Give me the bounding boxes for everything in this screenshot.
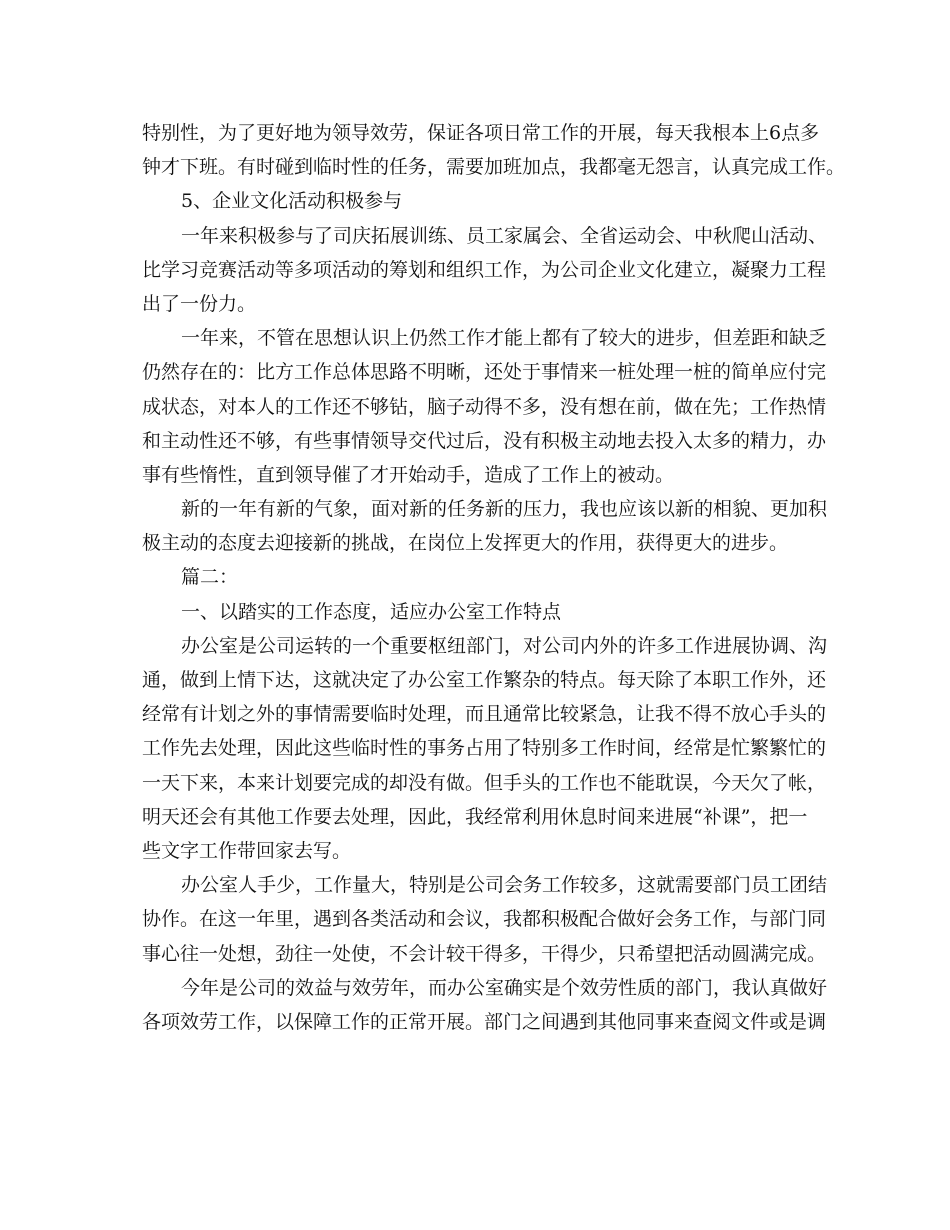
- text-line: 出了一份力。: [142, 292, 257, 315]
- text-line: 钟才下班。有时碰到临时性的任务，需要加班加点，我都毫无怨言，认真完成工作。: [142, 156, 846, 179]
- text-line: 今年是公司的效益与效劳年，而办公室确实是个效劳性质的部门，我认真做好: [181, 976, 828, 999]
- text-line: 工作先去处理，因此这些临时性的事务占用了特别多工作时间，经常是忙繁繁忙的: [142, 737, 827, 760]
- text-line: 事心往一处想，劲往一处使，不会计较干得多，干得少，只希望把活动圆满完成。: [142, 942, 827, 965]
- text-line: 通，做到上情下达，这就决定了办公室工作繁杂的特点。每天除了本职工作外，还: [142, 669, 827, 691]
- text-line: 和主动性还不够，有些事情领导交代过后，没有积极主动地去投入太多的精力，办: [142, 429, 827, 452]
- text-line: 极主动的态度去迎接新的挑战，在岗位上发挥更大的作用，获得更大的进步。: [142, 532, 789, 555]
- text-line: 新的一年有新的气象，面对新的任务新的压力，我也应该以新的相貌、更加积: [181, 498, 828, 521]
- text-line: 比学习竞赛活动等多项活动的筹划和组织工作，为公司企业文化建立，凝聚力工程: [142, 258, 827, 281]
- text-line: 经常有计划之外的事情需要临时处理，而且通常比较紧急，让我不得不放心手头的: [142, 703, 827, 726]
- text-line: 办公室人手少，工作量大，特别是公司会务工作较多，这就需要部门员工团结: [181, 874, 828, 897]
- text-line: 一天下来，本来计划要完成的却没有做。但手头的工作也不能耽误，今天欠了帐，: [142, 771, 827, 794]
- text-line: 些文字工作带回家去写。: [142, 839, 352, 862]
- text-line: 一年来，不管在思想认识上仍然工作才能上都有了较大的进步，但差距和缺乏: [181, 327, 828, 350]
- text-line: 明天还会有其他工作要去处理，因此，我经常利用休息时间来进展“补课”，把一: [142, 805, 808, 828]
- text-line: 仍然存在的：比方工作总体思路不明晰，还处于事情来一桩处理一桩的简单应付完: [142, 361, 827, 384]
- text-line: 成状态，对本人的工作还不够钻，脑子动得不多，没有想在前，做在先；工作热情: [142, 395, 827, 418]
- text-line: 协作。在这一年里，遇到各类活动和会议，我都积极配合做好会务工作，与部门同: [142, 908, 827, 931]
- text-line: 特别性，为了更好地为领导效劳，保证各项日常工作的开展，每天我根本上6点多: [142, 122, 820, 144]
- text-line: 各项效劳工作，以保障工作的正常开展。部门之间遇到其他同事来查阅文件或是调: [142, 1010, 827, 1033]
- section-heading: 一、以踏实的工作态度，适应办公室工作特点: [181, 600, 562, 623]
- text-line: 一年来积极参与了司庆拓展训练、员工家属会、全省运动会、中秋爬山活动、: [181, 224, 828, 247]
- document-body: [142, 116, 846, 1039]
- section-heading: 5、企业文化活动积极参与: [181, 190, 403, 213]
- section-heading: 篇二：: [181, 566, 239, 589]
- text-line: 事有些惰性，直到领导催了才开始动手，造成了工作上的被动。: [142, 463, 675, 486]
- text-line: 办公室是公司运转的一个重要枢纽部门，对公司内外的许多工作进展协调、沟: [181, 634, 828, 657]
